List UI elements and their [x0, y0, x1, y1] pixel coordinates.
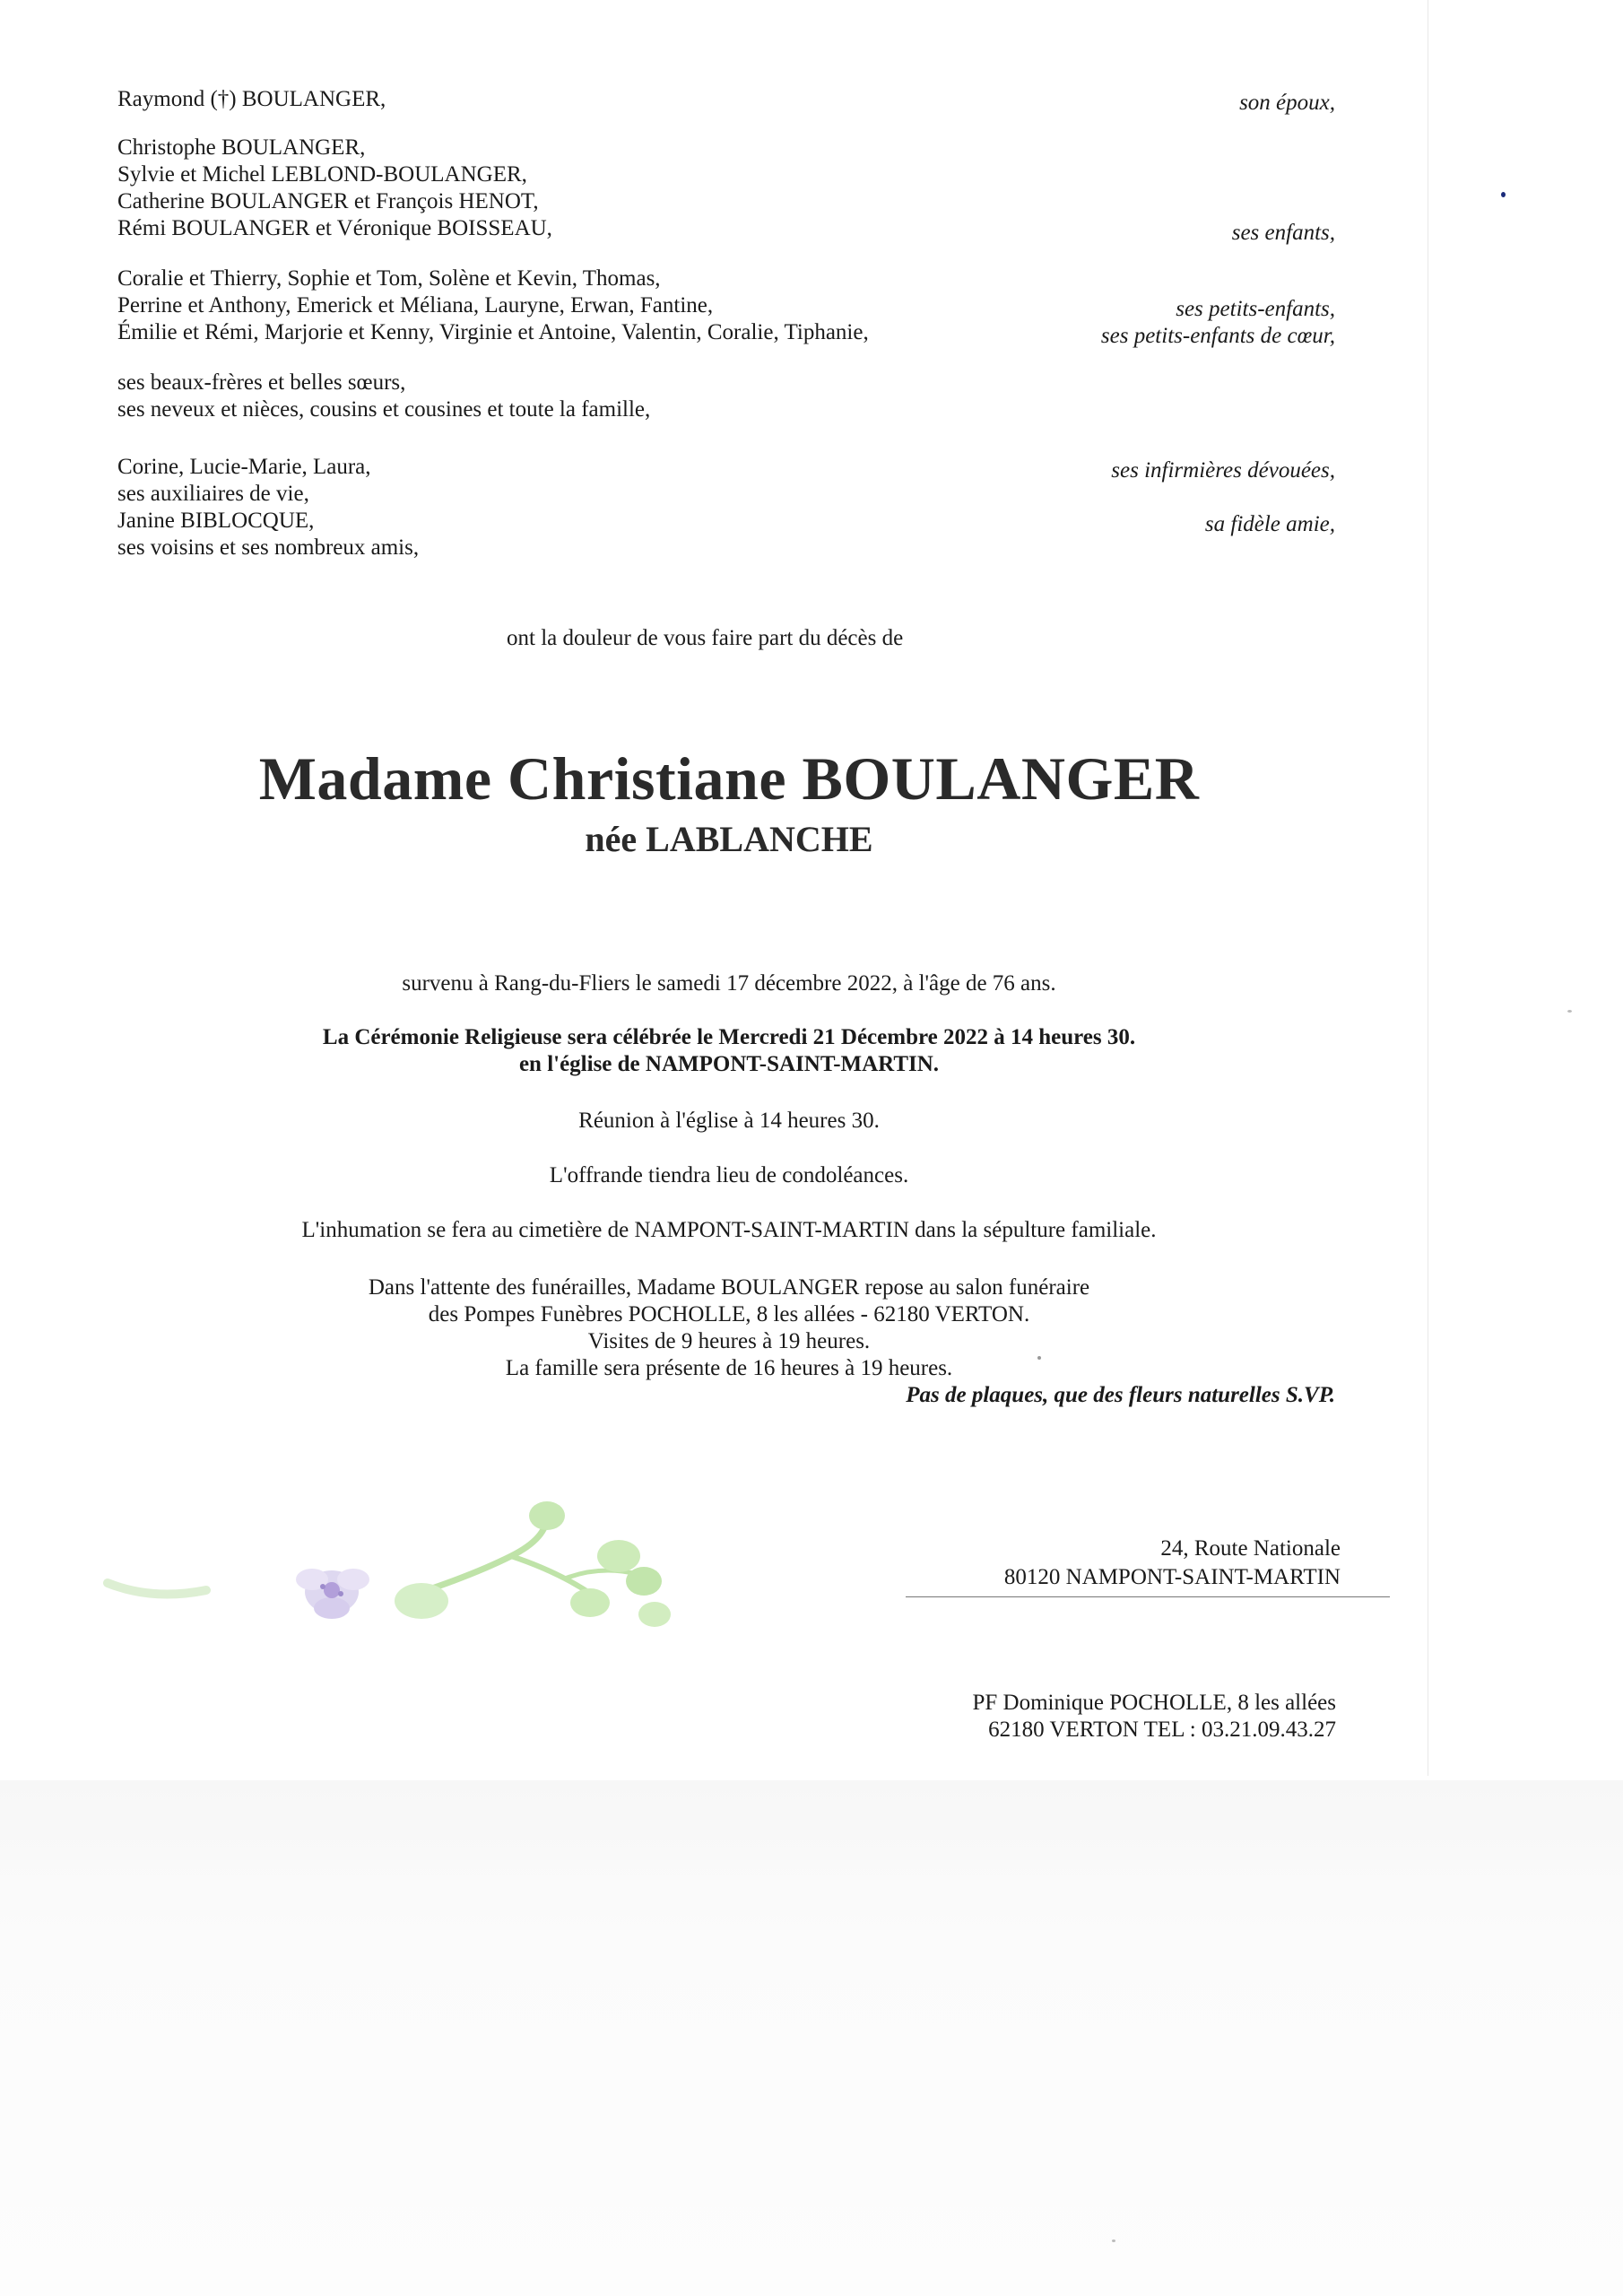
visit-hours: Visites de 9 heures à 19 heures. — [587, 1329, 871, 1353]
family-line: Catherine BOULANGER et François HENOT, — [117, 189, 539, 213]
death-details: survenu à Rang-du-Fliers le samedi 17 décembre 2022, à l'âge de 76 ans. — [402, 971, 1056, 996]
family-line: Perrine et Anthony, Emerick et Méliana, Lauryne, Erwan, Fantine, — [117, 293, 714, 317]
family-line: Janine BIBLOCQUE, — [117, 509, 315, 533]
ceremony-location: en l'église de NAMPONT-SAINT-MARTIN. — [518, 1052, 940, 1076]
relation-label: ses enfants, — [1231, 221, 1335, 245]
announcement-text: ont la douleur de vous faire part du décès de — [507, 626, 904, 650]
family-line: ses voisins et ses nombreux amis, — [117, 535, 420, 560]
funeral-home-info: Dans l'attente des funérailles, Madame BOULANGER repose au salon funéraire — [368, 1275, 1090, 1300]
deceased-name: Madame Christiane BOULANGER — [258, 744, 1200, 813]
relation-label: son époux, — [1239, 91, 1335, 115]
relation-label: ses infirmières dévouées, — [1111, 458, 1335, 483]
director-contact: 62180 VERTON TEL : 03.21.09.43.27 — [988, 1718, 1336, 1742]
family-line: ses neveux et nièces, cousins et cousines et toute la famille, — [117, 397, 651, 422]
address-rule — [906, 1596, 1390, 1597]
family-line: Christophe BOULANGER, — [117, 135, 366, 160]
family-line: Sylvie et Michel LEBLOND-BOULANGER, — [117, 162, 527, 187]
address-street: 24, Route Nationale — [1160, 1536, 1341, 1561]
scan-bottom-area — [0, 1780, 1623, 2296]
family-line: Rémi BOULANGER et Véronique BOISSEAU, — [117, 216, 552, 240]
scan-speck — [1112, 2239, 1115, 2242]
funeral-home-address: des Pompes Funèbres POCHOLLE, 8 les allées - 62180 VERTON. — [428, 1302, 1030, 1326]
maiden-name: née LABLANCHE — [585, 819, 873, 859]
orchid-decoration — [99, 1493, 708, 1655]
offering-info: L'offrande tiendra lieu de condoléances. — [549, 1163, 909, 1187]
family-line: ses beaux-frères et belles sœurs, — [117, 370, 406, 395]
scan-speck — [1501, 192, 1506, 197]
family-line: Raymond (†) BOULANGER, — [117, 87, 386, 111]
relation-label: ses petits-enfants de cœur, — [1100, 324, 1335, 348]
family-presence: La famille sera présente de 16 heures à 19 heures. — [505, 1356, 953, 1380]
burial-info: L'inhumation se fera au cimetière de NAMPONT-SAINT-MARTIN dans la sépulture familiale. — [301, 1218, 1157, 1242]
address-city: 80120 NAMPONT-SAINT-MARTIN — [1003, 1565, 1341, 1589]
relation-label: ses petits-enfants, — [1176, 297, 1335, 321]
scan-speck — [1567, 1010, 1572, 1013]
family-line: Émilie et Rémi, Marjorie et Kenny, Virginie et Antoine, Valentin, Coralie, Tiphanie, — [117, 320, 869, 344]
flowers-note: Pas de plaques, que des fleurs naturelles S.VP. — [906, 1383, 1335, 1407]
meeting-info: Réunion à l'église à 14 heures 30. — [578, 1109, 880, 1133]
scan-speck — [1037, 1356, 1041, 1360]
relation-label: sa fidèle amie, — [1204, 512, 1335, 536]
family-line: Coralie et Thierry, Sophie et Tom, Solène et Kevin, Thomas, — [117, 266, 661, 291]
family-line: ses auxiliaires de vie, — [117, 482, 309, 506]
family-line: Corine, Lucie-Marie, Laura, — [117, 455, 371, 479]
ceremony-line: La Cérémonie Religieuse sera célébrée le Mercredi 21 Décembre 2022 à 14 heures 30. — [322, 1025, 1136, 1049]
director-name: PF Dominique POCHOLLE, 8 les allées — [972, 1691, 1336, 1715]
